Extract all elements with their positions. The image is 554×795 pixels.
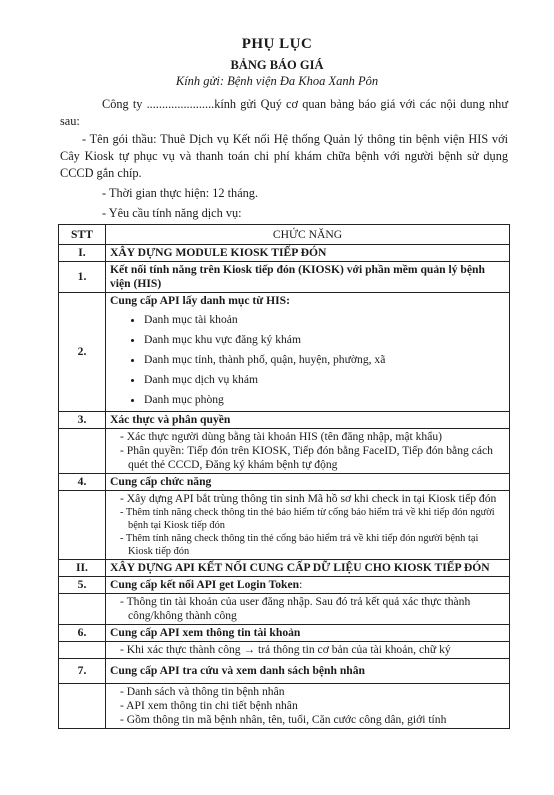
item-list [110,310,505,410]
item-list [110,685,505,727]
row-content [106,429,510,474]
row-content [106,684,510,729]
intro-line: Công ty ......................kính gửi Quý cơ quan bảng báo giá với các nội dung như sau: [60,97,508,128]
list-item: • Danh mục tài khoản [144,310,505,330]
row-stt: 6. [59,625,106,642]
table-row [59,474,510,491]
list-item: • Danh mục tỉnh, thành phố, quận, huyện, phường, xã [144,350,505,370]
section-stt: I. [59,245,106,262]
feature-table [58,224,510,729]
row-stt: 3. [59,412,106,429]
table-row [59,625,510,642]
list-item: - Thêm tính năng check thông tin thẻ bảo hiểm từ cổng bảo hiểm trả về khi tiếp đón người bệnh tại Kiosk tiếp đón [120,506,505,532]
row-stt: 1. [59,262,106,293]
row-title: Kết nối tính năng trên Kiosk tiếp đón (KIOSK) với phần mềm quản lý bệnh viện (HIS) [106,262,510,293]
item-list [110,492,505,558]
list-item: - Thêm tính năng check thông tin thẻ cổng bảo hiểm trả về khi tiếp đón người bệnh tại Kiosk tiếp đón [120,532,505,558]
doc-subtitle: BẢNG BÁO GIÁ [230,58,324,72]
duration: - Thời gian thực hiện: 12 tháng. [102,186,259,200]
row-title-tail: : [299,578,303,591]
list-item: - Thông tin tài khoản của user đăng nhập. Sau đó trả kết quả xác thực thành công/không thành công [120,595,505,623]
section-row [59,245,510,262]
row-title-bold: Cung cấp kết nối API get Login Token [110,578,300,591]
table-header [59,225,510,245]
list-item: - Xây dựng API bắt trùng thông tin sinh Mã hồ sơ khi check in tại Kiosk tiếp đón [120,492,505,506]
table-row [59,577,510,594]
list-item: - Khi xác thực thành công → trả thông tin cơ bản của tài khoản, chữ ký [120,643,505,657]
row-title: Cung cấp API xem thông tin tài khoản [106,625,510,642]
header-stt: STT [59,225,106,245]
list-item: • Danh mục phòng [144,390,505,410]
row-content [106,293,510,412]
table-row [59,659,510,684]
row-stt: 5. [59,577,106,594]
row-stt: 2. [59,293,106,412]
doc-title: PHỤ LỤC [241,36,313,52]
row-content [106,491,510,560]
requirement: - Yêu cầu tính năng dịch vụ: [102,206,242,220]
row-content [106,642,510,659]
section-title: XÂY DỰNG API KẾT NỐI CUNG CẤP DỮ LIỆU CHO KIOSK TIẾP ĐÓN [106,560,510,577]
row-stt: 7. [59,659,106,684]
table-row [59,412,510,429]
table-row [59,491,510,560]
table-row [59,642,510,659]
item-list [110,643,505,657]
row-title: Cung cấp chức năng [106,474,510,491]
table-row [59,684,510,729]
item-list [110,595,505,623]
list-item: - Danh sách và thông tin bệnh nhân [120,685,505,699]
table-row [59,429,510,474]
list-item: - Phân quyền: Tiếp đón trên KIOSK, Tiếp đón bằng FaceID, Tiếp đón bằng cách quét thẻ CCCD, Đăng ký khám bệnh tự động [120,444,505,472]
row-title [106,577,510,594]
table-row [59,594,510,625]
table-row [59,262,510,293]
list-item: - Gồm thông tin mã bệnh nhân, tên, tuổi, Căn cước công dân, giới tính [120,713,505,727]
item-list [110,430,505,472]
header-feature: CHỨC NĂNG [106,225,510,245]
row-title: Cung cấp API lấy danh mục từ HIS: [110,294,290,307]
table-row [59,293,510,412]
list-item: - API xem thông tin chi tiết bệnh nhân [120,699,505,713]
list-item: • Danh mục khu vực đăng ký khám [144,330,505,350]
package-name: - Tên gói thầu: Thuê Dịch vụ Kết nối Hệ thống Quản lý thông tin bệnh viện HIS với Cây Kiosk tự phục vụ và thanh toán chi phí khám chữa bệnh với người bệnh sử dụng CCCD gắn chíp. [60,132,508,180]
list-item: • Danh mục dịch vụ khám [144,370,505,390]
doc-recipient: Kính gửi: Bệnh viện Đa Khoa Xanh Pôn [175,74,379,88]
row-title: Cung cấp API tra cứu và xem danh sách bệnh nhân [106,659,510,684]
row-stt: 4. [59,474,106,491]
section-stt: II. [59,560,106,577]
section-row [59,560,510,577]
section-title: XÂY DỰNG MODULE KIOSK TIẾP ĐÓN [106,245,510,262]
row-title: Xác thực và phân quyền [106,412,510,429]
row-content [106,594,510,625]
list-item: - Xác thực người dùng bằng tài khoản HIS (tên đăng nhập, mật khẩu) [120,430,505,444]
